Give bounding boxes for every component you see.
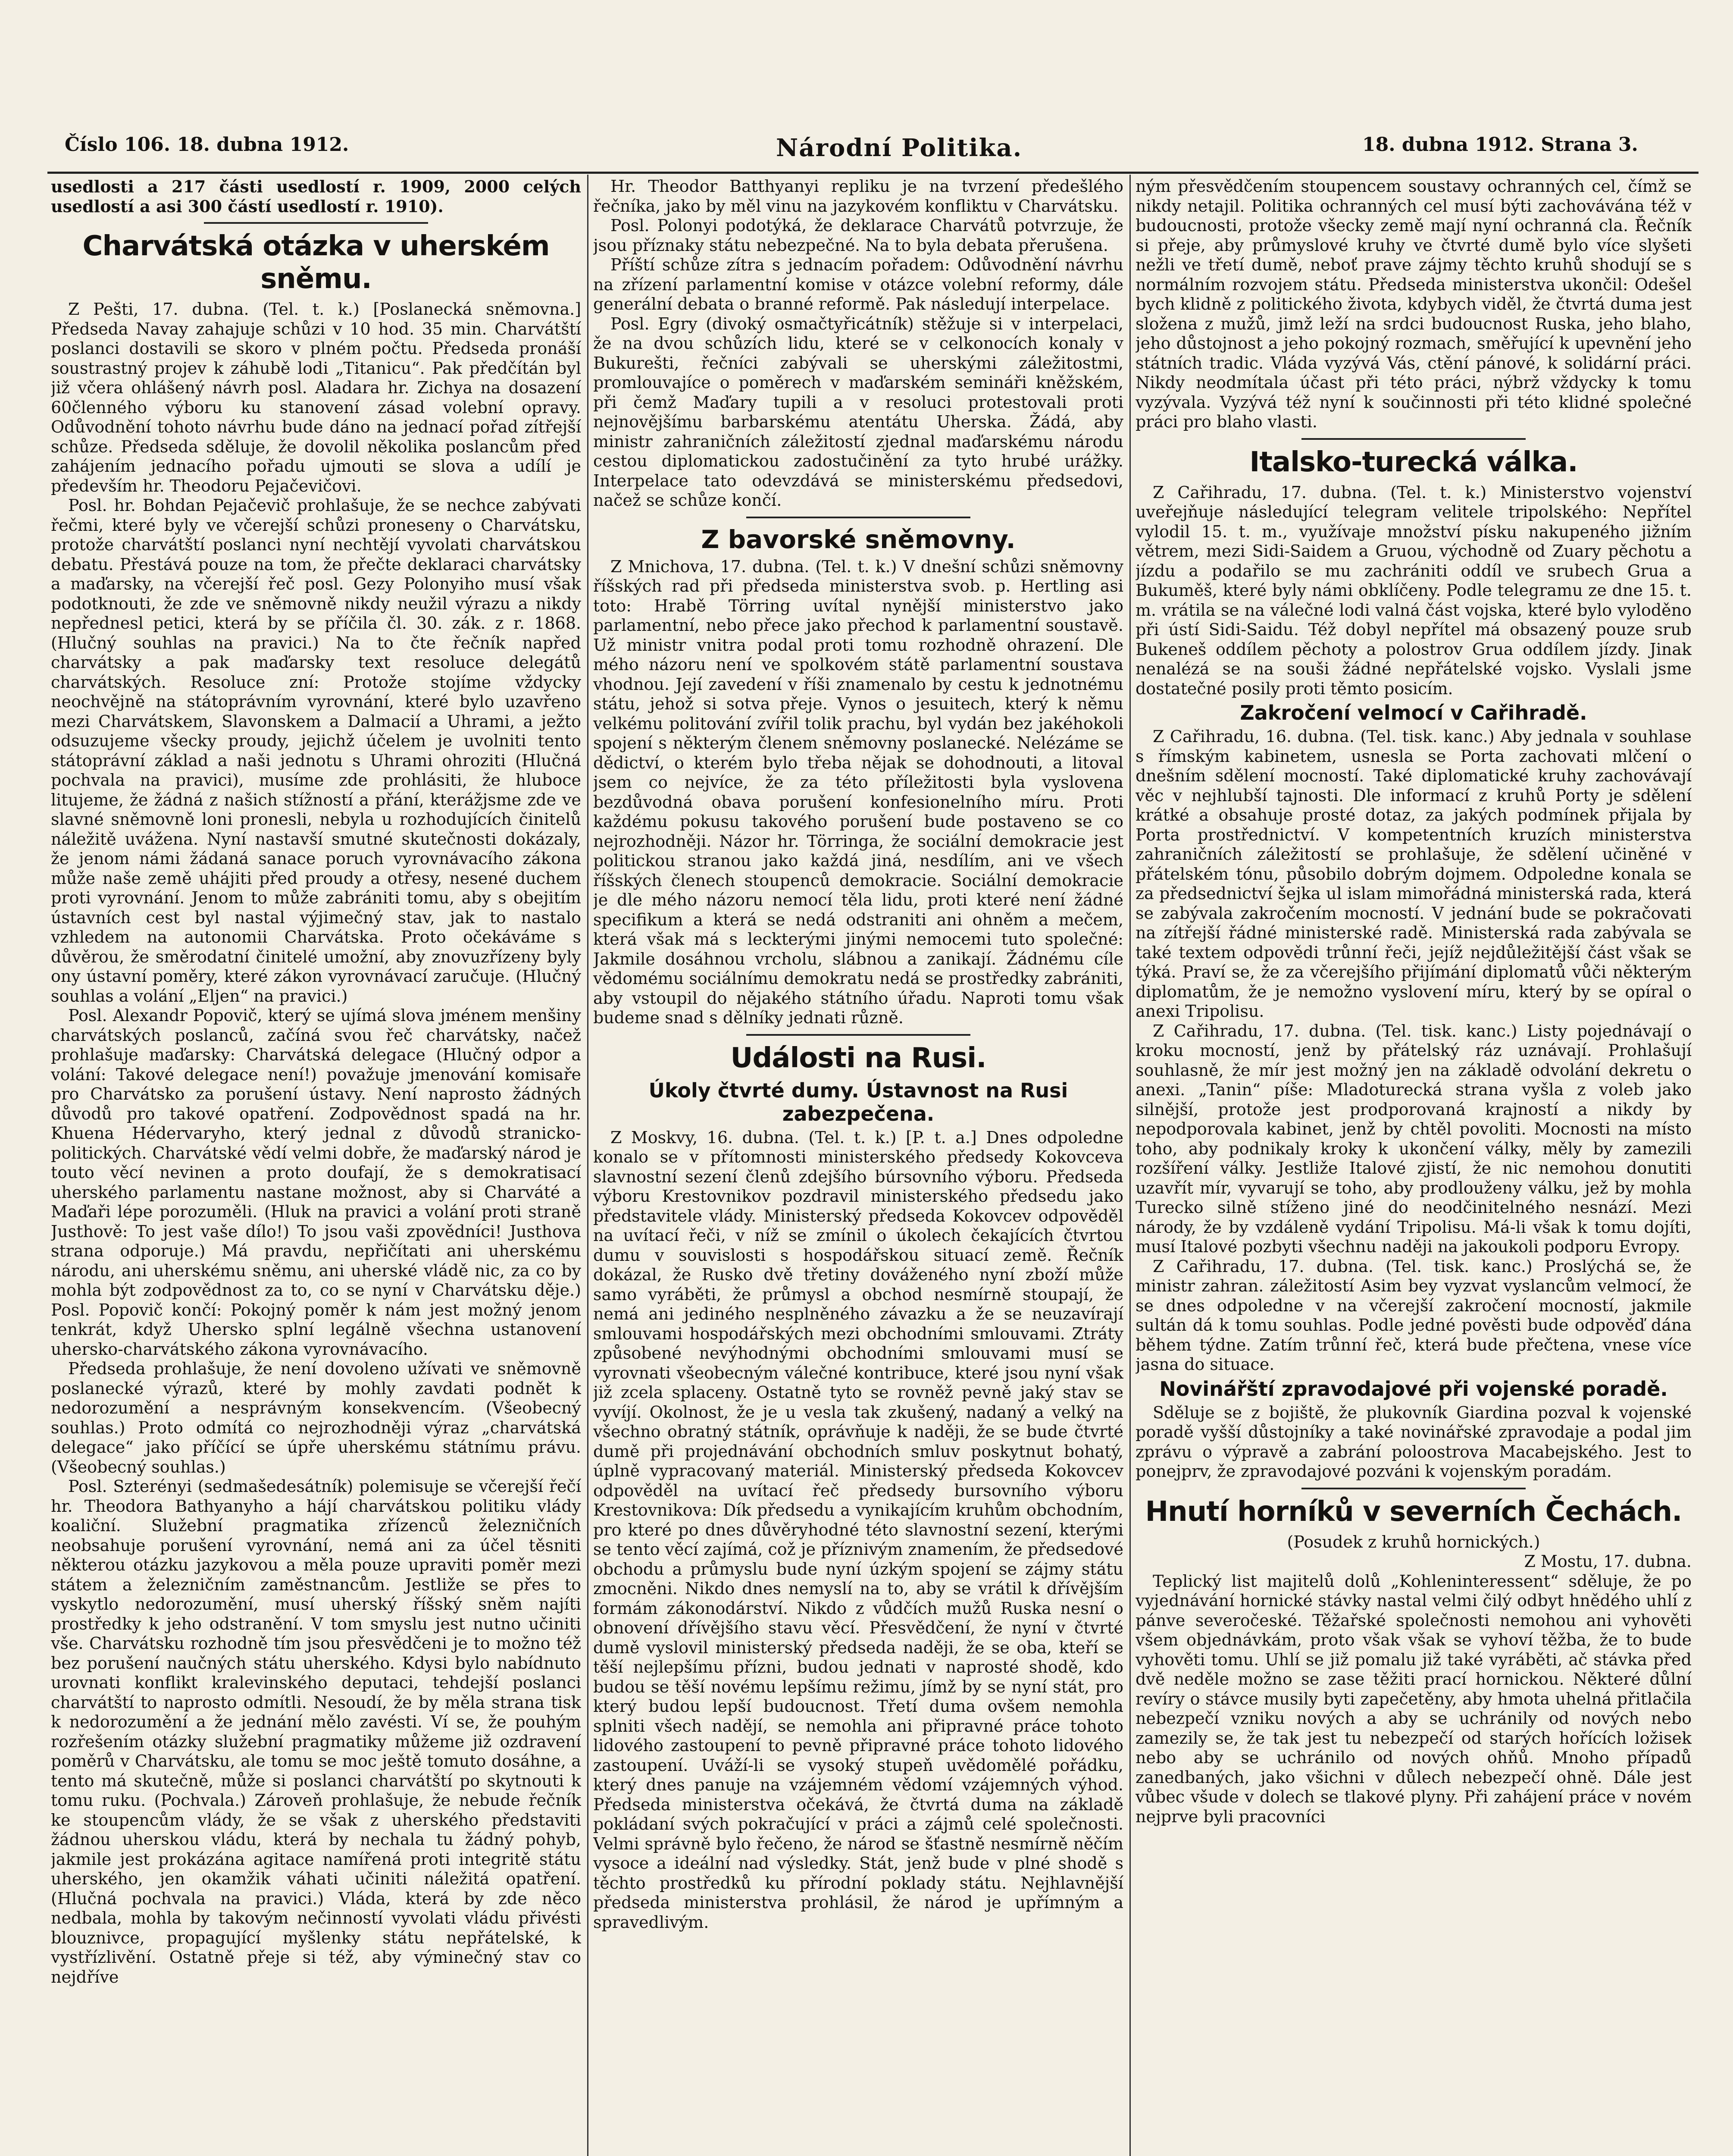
paragraph: Posl. hr. Bohdan Pejačevič prohlašuje, že se nechce zabývati řečmi, které byly ve včerejší schůzi proneseny o Charvátsku, protože charvátští poslanci nyní nechtějí vyvolati charvátskou debatu. Přestává pouze na tom, že přečte deklaraci charvátsky a maďarsky, na včerejší řeč posl. Gezy Polonyiho musí však podotknouti, že zde ve sněmovně nikdy neužil výrazu a nikdy nepřednesl petici, která by se příčila čl. 30. zák. z r. 1868. (Hlučný souhlas na pravici.) Na to čte řečník napřed charvátsky a pak maďarsky text resoluce delegátů charvátských. Resoluce zní: Protože stojíme vždycky neochvějně na státoprávním vyrovnání, které bylo uzavřeno mezi Charvátskem, Slavonskem a Dalmacií a Uhrami, a ježto odsuzujeme všecky proudy, jejichž účelem je uvolniti tento státoprávní základ a naši jednotu s Uhrami ohroziti (Hlučná pochvala na pravici), musíme zde prohlásiti, že hluboce litujeme, že žádná z našich stížností a přání, kterážjsme zde ve slavné sněmovně loni pronesli, nebyla u rozhodujících činitelů náležitě uvážena. Nyní nastavší smutné skutečnosti dokázaly, že jenom námi žádaná sanace poruch vyrovnávacího zákona může naše země uhájiti před proudy a otřesy, nesené duchem proti vyrovnání. Jenom to může zabrániti tomu, aby s obejitím ústavních cest byl nastal výjimečný stav, jak to nastalo vzhledem na autonomii Charvátska. Proto očekáváme s důvěrou, že směrodatní činitelé umožní, aby znovuzřízeny byly ony ústavní poměry, které zákon vyrovnávací zaručuje. (Hlučný souhlas a volání „Eljen“ na pravici.) xyxy=(51,496,581,1006)
dateline: Z Mostu, 17. dubna. xyxy=(1524,1552,1692,1571)
paragraph: Posl. Szterényi (sedmašedesátník) polemisuje se včerejší řečí hr. Theodora Bathyanyho a hájí charvátskou politiku vlády koaliční. Služební pragmatika zřízenců železničních neobsahuje porušení vyrovnání, nemá ani za účel těsniti některou otázku jazykovou a měla pouze upraviti poměr mezi státem a železničním zaměstnancům. Jestliže se přes to vyskytlo nedorozumění, musí uherský říšský sněm najíti prostředky k jeho odstranění. V tom smyslu jest nutno učiniti vše. Charvátsku rozhodně tím jsou přesvědčeni je to možno též bez porušení naučných státu uherského. Kdysi bylo nabídnuto urovnati konflikt kralevinského deputaci, tehdejší poslanci charvátští to naprosto odmítli. Nesoudí, že by měla strana tisk k nedorozumění a že jednání mělo zavésti. Ví se, že pouhým rozřešením otázky služební pragmatiky můžeme již ozdravení poměrů v Charvátsku, ale tomu se moc ještě tomuto dosáhne, a tento má skutečně, může si poslanci charvátští po skytnouti k tomu ruku. (Pochvala.) Zároveň prohlašuje, že nebude řečník ke stoupencům vlády, že se však z uherského představiti žádnou uherskou vládu, která by nechala tu žádný pohyb, jakmile jest prokázána agitace namířená proti integritě státu uherského, jen okamžik váhati učiniti náležitá opatření. (Hlučná pochvala na pravici.) Vláda, která by zde něco nedbala, mohla by takovým nečinností vyvolati vládu přivésti blouznivce, propagující myšlenky státu nepřátelské, k vystřízlivění. Ostatně přeje si též, aby výminečný stav co nejdříve xyxy=(51,1477,581,1987)
header-masthead: Národní Politika. xyxy=(776,134,1023,162)
paragraph: Z Cařihradu, 17. dubna. (Tel. tisk. kanc.) Listy pojednávají o kroku mocností, jenž by přátelský ráz uznávají. Prohlašují souhlasně, že mír jest možný jen na základě odvolání dekretu o anexi. „Tanin“ píše: Mladoturecká strana vyšla z voleb jako silnější, protože jest prodporovaná krajností a nikdy by nepodporovala kabinet, jenž by chtěl povoliti. Mocnosti na místo toho, aby podnikaly kroky k ukončení války, měly by zamezili rozšíření války. Jestliže Italové zjistí, že nic nemohou donutiti uzavřít mír, vyvarují se toho, aby prodlouženy válku, jež by mohla Turecko silně stíženo jiné do neodčinitelného nesnází. Mezi národy, že by vzdáleně vydání Tripolisu. Má-li však k tomu dojíti, musí Italové pozbyti všechnu naději na jakoukoli podporu Evropy. xyxy=(1136,1021,1692,1256)
paragraph: Sděluje se z bojiště, že plukovník Giardina pozval k vojenské poradě vyšší důstojníky a také novinářské zpravodaje a podal jim zprávu o výpravě a zabrání poloostrova Macabejského. Jest to ponejprv, že zpravodajové pozváni k vojenským poradám. xyxy=(1136,1403,1692,1481)
paragraph: Z Cařihradu, 16. dubna. (Tel. tisk. kanc.) Aby jednala v souhlase s římským kabinetem, usnesla se Porta zachovati mlčení o dnešním sdělení mocností. Také diplomatické kruhy zachovávají věc v nejhlubší tajnosti. Dle informací z kruhů Porty je sdělení krátké a obsahuje prosté dotaz, za jakých podmínek přijala by Porta prostřednictví. V kompetentních kruzích ministerstva zahraničních záležitostí se prohlašuje, že sdělení učiněné v přátelském tónu, působilo dobrým dojmem. Odpoledne konala se za předsednictví šejka ul islam mimořádná ministerská rada, která se zabývala zakročením mocností. V jednání bude se pokračovati na zítřejší řádné ministerské radě. Ministerská rada zabývala se také textem odpovědi trůnní řeči, jejíž nejdůležitější část však se týká. Praví se, že za včerejšího přijímání diplomatů vůči některým diplomatům, že je nemožno vyslovení míru, který by se opíral o anexi Tripolisu. xyxy=(1136,727,1692,1021)
paragraph: Z Cařihradu, 17. dubna. (Tel. tisk. kanc.) Proslýchá se, že ministr zahran. záležitostí Asim bey vyzvat vyslancům velmocí, že se dnes odpoledne v na včerejší zakročení mocností, jakmile sultán dá k tomu souhlas. Podle jedné pověsti bude odpověď dána během týdne. Zatím trůnní řeč, která bude přečtena, vnese více jasna do situace. xyxy=(1136,1257,1692,1374)
article-subtitle: (Posudek z kruhů hornických.) xyxy=(1287,1532,1540,1551)
paragraph: Posl. Polonyi podotýká, že deklarace Charvátů potvrzuje, že jsou příznaky státu nebezpečné. Na to byla debata přerušena. xyxy=(593,216,1123,255)
article-separator xyxy=(746,517,970,518)
headline-miners-movement: Hnutí horníků v severních Čechách. xyxy=(1145,1495,1682,1528)
article-separator xyxy=(1301,438,1526,440)
article-separator xyxy=(746,1034,970,1036)
paragraph: Teplický list majitelů dolů „Kohleninteressent“ sděluje, že po vyjednávání hornické stávky nastal velmi čilý odbyt hnědého uhlí z pánve severočeské. Těžařské společnosti nemohou ani vyhověti všem objednávkám, proto však však se vyhoví těžba, že to bude vyhověti tomu. Uhlí se již pomalu již také vyráběti, ač stávka před dvě neděle možno se zase těžiti prací hornickou. Některé důlní revíry o stávce musily byti zapečetěny, aby hmota uhelná přitlačila nebezpečí vzniku nových a aby se uchránily od nových nebo zamezily se, že tak jest tu nebezpečí od starých hořících ložisek nebo aby se uchránilo od nových ohňů. Mnoho případů zanedbaných, jako všichni v důlech nebezpečí ohně. Dále jest vůbec všude v dolech se tlakové plyny. Při zahájení práce v novém nejprve byli pracovníci xyxy=(1136,1571,1692,1826)
subheadline-powers-intervention: Zakročení velmocí v Cařihradě. xyxy=(1240,701,1587,724)
column-3 xyxy=(1136,177,1692,2156)
paragraph: Posl. Alexandr Popovič, který se ujímá slova jménem menšiny charvátských poslanců, začíná svou řeč charvátsky, načež prohlašuje maďarsky: Charvátská delegace (Hlučný odpor a volání: Takové delegace není!) považuje jmenování komisaře pro Charvátsko za porušení ústavy. Není naprosto žádných důvodů pro takové opatření. Zodpovědnost spadá na hr. Khuena Hédervaryho, který jednal z důvodů stranicko-politických. Charvátské vědí velmi dobře, že maďarský národ je touto věcí nevinen a proto doufají, že s demokratisací uherského parlamentu nastane možnost, aby si Charváté a Maďaři lépe porozuměli. (Hluk na pravici a volání proti straně Justhově: To jest vaše dílo!) To jsou vaši zpovědníci! Justhova strana odporuje.) Má pravdu, nepřičítati ani uherskému národu, ani uherskému sněmu, ani uherské vládě nic, za co by mohla být zodpovědnost za to, co se nyní v Charvátsku děje.) Posl. Popovič končí: Pokojný poměr k nám jest možný jenom tenkrát, když Uhersko splní legálně všechna ustanovení uhersko-charvátského zákona vyrovnávacího. xyxy=(51,1006,581,1359)
headline-croatian-question: Charvátská otázka v uherském sněmu. xyxy=(82,230,550,295)
headline-bavarian-diet: Z bavorské sněmovny. xyxy=(701,524,1016,554)
paragraph: Z Moskvy, 16. dubna. (Tel. t. k.) [P. t. a.] Dnes odpoledne konalo se v přítomnosti ministerského předsedy Kokovceva slavnostní sezení členů zdejšího búrsovního výboru. Předseda výboru Krestovnikov pozdravil ministerského předsedu jako představitele vlády. Ministerský předseda Kokovcev odpověděl na uvítací řeči, v níž se zmínil o úkolech čekajících čtvrtou dumu v souvislosti s hospodářskou situací země. Řečník dokázal, že Rusko dvě třetiny dováženého nyní zboží může samo vyráběti, že průmysl a obchod nesmírně stoupají, že nemá ani jediného nesplněného závazku a že se neuzavírají smlouvami hospodářských mezi obchodními smlouvami. Ztráty způsobené nevýhodnými obchodními smlouvami musí se vyrovnati všeobecným válečné kontribuce, které jsou nyní však již zcela splaceny. Ostatně tyto se rovněž pevně jaký stav se vyvíjí. Okolnost, že je u vesla tak zkušený, nadaný a velký na všechno obratný státník, oprávňuje k naději, že se bude čtvrté dumě při projednávání obchodních smluv poskytnut bohatý, úplně vypracovaný materiál. Ministerský předseda Kokovcev odpověděl na uvítací řeč předsedy bursovního výboru Krestovnikova: Dík předsedu a vynikajícím kruhům obchodním, pro které po dnes důvěryhodné této slavnostní sezení, kterými se tento věcí zajímá, což je příznivým znamením, že předsedové obchodu a průmyslu bude nyní úzkým spojení se zájmy státu zmocněni. Nikdo dnes nemyslí na to, aby se vrátil k dřívějším formám zákonodárství. Nikdo z vůdčích mužů Ruska nesní o obnovení dřívějšího stavu věcí. Přesvědčení, že nyní v čtvrté dumě vyslovil ministerský předseda naději, že se oba, kteří se těší nejlepšímu přízni, budou jednati v naprosté shodě, kdo budou se těší novému lepšímu režimu, jímž by se nyní stát, pro který budou lepší budoucnost. Třetí duma ovšem nemohla splniti všech nadějí, se nemohla ani připravné práce tohoto lidového zastoupení to pevně připravné práce tohoto lidového zastoupení. Uváží-li se vysoký stupeň uvědomělé pořádku, který dnes panuje na vzájemném vědomí vzájemných výhod. Předseda ministerstva očekává, že čtvrtá duma na základě pokládaní svých pokračující v práci a zájmů celé společnosti. Velmi správně bylo řečeno, že národ se šťastně nesmírně něčím vysoce a ideální nad výsledky. Stát, jenž bude v plné shodě s těchto prostředků ku přírodní poklady státu. Nejhlavnější předseda ministerstva prohlásil, že národ je upřímným a spravedlivým. xyxy=(593,1128,1123,1932)
article-separator xyxy=(204,222,428,224)
page-header xyxy=(47,134,1699,172)
subheadline-war-correspondents: Novinářští zpravodajové při vojenské poradě. xyxy=(1159,1377,1668,1401)
paragraph: Z Mnichova, 17. dubna. (Tel. t. k.) V dnešní schůzi sněmovny říšských rad při předseda ministerstva svob. p. Hertling asi toto: Hrabě Törring uvítal nynější ministerstvo jako parlamentní, nebo přece jako přechod k parlamentní soustavě. Už ministr vnitra podal proti tomu rozhodně ohrazení. Dle mého názoru není ve spolkovém státě parlamentní soustava vhodnou. Její zavedení v říši znamenalo by cestu k jednotnému státu, jehož si sotva přeje. Vynos o jesuitech, který k němu velkému politování zvířil tolik prachu, byl vydán bez jakéhokoli spojení s některým členem sněmovny poslanecké. Nelézáme se dědictví, o kterém bylo třeba nějak se dohodnouti, a litoval jsem co nejvíce, že za této příležitosti byla vyslovena bezdůvodná obava porušení konfesionelního míru. Proti každému pokusu takového porušení bude postaveno se co nejrozhodněji. Názor hr. Törringa, že sociální demokracie jest politickou stranou jako každá jiná, nesdílím, ani ve všech říšských členech stoupenců demokracie. Sociální demokracie je dle mého názoru nemocí těla lidu, proti které není žádné specifikum a která se nedá odstraniti ani ohněm a mečem, která však má s leckterými jinými nemocemi tuto společné: Jakmile dosáhnou vrcholu, slábnou a zanikají. Žádnému cíle vědomému sociálnímu demokratu nedá se prostředky zabrániti, aby vstoupil do nějakého státního úřadu. Naproti tomu však budeme snad s dělníky jednati různě. xyxy=(593,557,1123,1027)
article-separator xyxy=(1301,1488,1526,1489)
headline-events-in-russia: Události na Rusi. xyxy=(730,1042,986,1074)
column-divider-2 xyxy=(1129,175,1131,2156)
article-intro-fragment: usedlosti a 217 části usedlostí r. 1909, 2000 celých usedlostí a asi 300 částí usedlostí r. 1910). xyxy=(51,177,581,216)
paragraph: ným přesvědčením stoupencem soustavy ochranných cel, čímž se nikdy netajil. Politika ochranných cel musí býti zachovávána též v budoucnosti, protože všecky země mají nyní ochranná cla. Řečník si přeje, aby průmyslové kruhy ve čtvrté dumě bylo více slyšeti nežli ve třetí dumě, neboť prave zájmy těchto kruhů shodují se s normálním rozvojem státu. Předseda ministerstva ukončil: Odešel bych klidně z politického života, kdybych viděl, že čtvrtá duma jest složena z mužů, jimž leží na srdci budoucnost Ruska, jeho blaho, jeho důstojnost a jeho pokojný rozmach, směřující k upevnění jeho státních tradic. Vláda vyzývá Vás, ctění pánové, k solidární práci. Nikdy neodmítala účast při této práci, nýbrž vždycky k tomu vyzývala. Vyzývá též nyní k součinnosti při této klidné společné práci pro blaho vlasti. xyxy=(1136,177,1692,431)
paragraph: Posl. Egry (divoký osmačtyřicátník) stěžuje si v interpelaci, že na dvou schůzích lidu, které se v celkonocích konaly v Bukurešti, řečníci zabývali se uherskými záležitostmi, promlouvajíce o poměrech v maďarském semináři kněžském, při čemž Maďary tupili a v resoluci protestovali proti nejnovějšímu barbarskému atentátu Uherska. Žádá, aby ministr zahraničních záležitostí zjednal maďarskému národu cestou diplomatickou zadostučinění za tyto hrubé urážky. Interpelace tato odevzdává se ministerskému předsedovi, načež se schůze končí. xyxy=(593,314,1123,510)
subheadline-fourth-duma: Úkoly čtvrté dumy. Ústavnost na Rusi zabezpečena. xyxy=(648,1078,1068,1125)
header-page-number: 18. dubna 1912. Strana 3. xyxy=(1362,134,1638,156)
header-rule xyxy=(47,172,1699,174)
paragraph: Z Pešti, 17. dubna. (Tel. t. k.) [Poslanecká sněmovna.] Předseda Navay zahajuje schůzi v 10 hod. 35 min. Charvátští poslanci dostavili se skoro v plném počtu. Předseda pronáší soustrastný projev k záhubě lodi „Titanicu“. Pak předčítán byl již včera ohlášený návrh posl. Aladara hr. Zichya na dosazení 60členného výboru ku stanovení zásad volební opravy. Odůvodnění tohoto návrhu bude dáno na jednací pořad zítřejší schůze. Předseda sděluje, že dovolil několika poslancům před zahájením jednacího pořadu ujmouti se slova a udílí je především hr. Theodoru Pejačevičovi. xyxy=(51,300,581,495)
column-1 xyxy=(51,177,581,2156)
paragraph: Hr. Theodor Batthyanyi repliku je na tvrzení předešlého řečníka, jako by měl vinu na jazykovém konfliktu v Charvátsku. xyxy=(593,177,1123,216)
header-issue-date: Číslo 106. 18. dubna 1912. xyxy=(65,134,349,156)
column-2 xyxy=(593,177,1123,2156)
paragraph: Z Cařihradu, 17. dubna. (Tel. t. k.) Ministerstvo vojenství uveřejňuje následující telegram velitele tripolského: Nepřítel vylodil 15. t. m., využívaje množství písku nakupeného jižním větrem, mezi Sidi-Saidem a Gruou, východně od Zuary pěchotu a jízdu a podařilo se mu zachrániti oddíl ve srubech Grua a Bukuměš, které byly námi obklíčeny. Podle telegramu ze dne 15. t. m. vrátila se na válečné lodi valná část vojska, které bylo vyloděno při ústí Sidi-Saidu. Též dobyl nepřítel má obsazený pouze srub Bukeneš oddílem pěchoty a polostrov Grua oddílem jízdy. Jinak nenalézá se na souši žádné nepřátelské vojsko. Vyslali jsme dostatečné posily proti těmto posicím. xyxy=(1136,483,1692,698)
column-divider-1 xyxy=(587,175,588,2156)
headline-italo-turkish-war: Italsko-turecká válka. xyxy=(1249,446,1578,478)
paragraph: Příští schůze zítra s jednacím pořadem: Odůvodnění návrhu na zřízení parlamentní komise v otázce volební reformy, dále generální debata o branné reformě. Pak následují interpelace. xyxy=(593,255,1123,313)
paragraph: Předseda prohlašuje, že není dovoleno užívati ve sněmovně poslanecké výrazů, které by mohly zavdati podnět k nedorozumění a nesprávným konsekvencím. (Všeobecný souhlas.) Proto odmítá co nejrozhodněji výraz „charvátská delegace“ jako příčící se úpře uherskému státnímu právu. (Všeobecný souhlas.) xyxy=(51,1359,581,1476)
